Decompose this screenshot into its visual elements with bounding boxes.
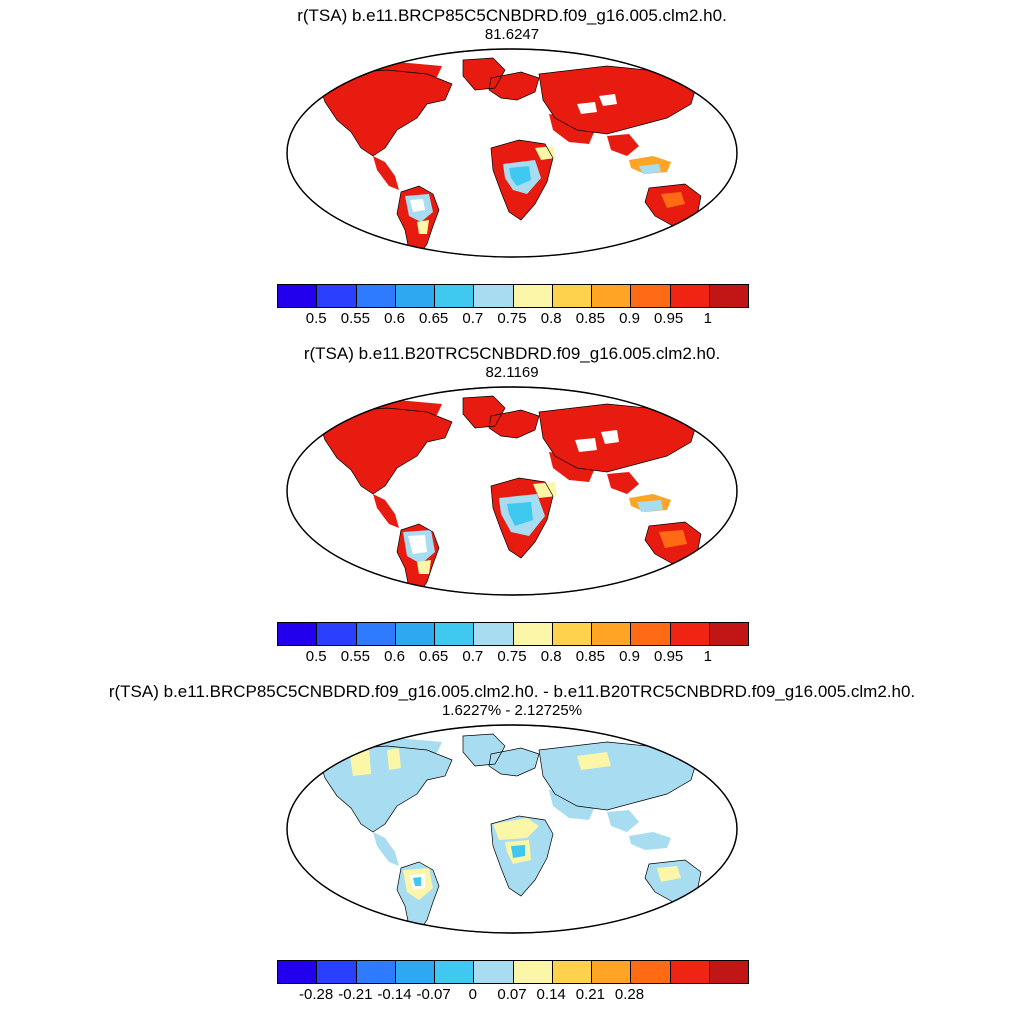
cbar-cell <box>317 285 356 307</box>
cbar-cell <box>592 285 631 307</box>
cbar-tick-label: 0.6 <box>384 310 405 327</box>
cbar-cell <box>592 623 631 645</box>
cbar-cell <box>553 623 592 645</box>
cbar-tick-label: 0.9 <box>619 648 640 665</box>
panel-1-title: r(TSA) b.e11.BRCP85C5CNBDRD.f09_g16.005.clm2.h0. <box>297 6 727 25</box>
panel-2-title: r(TSA) b.e11.B20TRC5CNBDRD.f09_g16.005.clm2.h0. <box>303 344 721 363</box>
panel-1-map <box>277 44 747 262</box>
cbar-tick-label: 0.55 <box>340 310 370 327</box>
cbar-tick-label: 0.5 <box>305 648 327 665</box>
panel-3-map <box>277 720 747 938</box>
cbar-tick-label: 0.95 <box>654 648 684 665</box>
panel-2 <box>0 344 1024 666</box>
panel-1-subtitle: 81.6247 <box>484 26 540 43</box>
cbar-tick-label: 0.6 <box>384 648 405 665</box>
cbar-cell <box>278 623 317 645</box>
cbar-cell <box>357 961 396 983</box>
panel-2-colorbar <box>277 622 747 666</box>
panel-1-colorbar-strip <box>277 284 749 308</box>
cbar-cell <box>474 623 513 645</box>
cbar-cell <box>278 961 317 983</box>
cbar-cell <box>710 285 748 307</box>
cbar-tick-label: 0.8 <box>540 648 562 665</box>
cbar-tick-label: 0 <box>468 986 477 1003</box>
panel-3-colorbar-strip <box>277 960 749 984</box>
panel-3-subtitle: 1.6227% - 2.12725% <box>441 702 583 719</box>
cbar-cell <box>396 623 435 645</box>
cbar-tick-label: 0.9 <box>619 310 640 327</box>
cbar-tick-label: -0.14 <box>377 986 412 1003</box>
cbar-cell <box>474 961 513 983</box>
cbar-tick-label: 0.65 <box>419 648 449 665</box>
cbar-tick-label: 0.28 <box>614 986 645 1003</box>
panel-3-title: r(TSA) b.e11.BRCP85C5CNBDRD.f09_g16.005.clm2.h0. - b.e11.B20TRC5CNBDRD.f09_g16.005.clm2.h0. <box>108 682 916 701</box>
cbar-tick-label: -0.28 <box>299 986 334 1003</box>
panel-2-map-svg <box>277 382 747 600</box>
panel-2-subtitle: 82.1169 <box>485 364 539 381</box>
panel-3-colorbar <box>277 960 747 1004</box>
cbar-tick-label: 0.7 <box>462 310 484 327</box>
cbar-cell <box>671 623 710 645</box>
cbar-cell <box>435 285 474 307</box>
cbar-cell <box>514 623 553 645</box>
cbar-cell <box>671 961 710 983</box>
cbar-cell <box>317 961 356 983</box>
cbar-cell <box>631 285 670 307</box>
cbar-cell <box>435 623 474 645</box>
cbar-cell <box>592 961 631 983</box>
cbar-tick-label: -0.21 <box>338 986 373 1003</box>
cbar-cell <box>396 285 435 307</box>
cbar-tick-label: 0.14 <box>536 986 566 1003</box>
panel-2-colorbar-labels <box>277 646 747 666</box>
panel-2-map <box>277 382 747 600</box>
cbar-cell <box>317 623 356 645</box>
cbar-tick-label: 0.65 <box>419 310 449 327</box>
cbar-tick-label: 0.21 <box>575 986 605 1003</box>
cbar-tick-label: 0.75 <box>497 310 527 327</box>
cbar-cell <box>631 623 670 645</box>
cbar-tick-label: -0.07 <box>416 986 451 1003</box>
cbar-tick-label: 0.85 <box>575 310 605 327</box>
cbar-cell <box>710 961 748 983</box>
panel-2-colorbar-strip <box>277 622 749 646</box>
cbar-cell <box>396 961 435 983</box>
panel-3 <box>0 682 1024 1004</box>
cbar-cell <box>278 285 317 307</box>
cbar-cell <box>553 285 592 307</box>
panel-1-map-svg <box>277 44 747 262</box>
cbar-cell <box>514 961 553 983</box>
cbar-tick-label: 0.5 <box>305 310 327 327</box>
cbar-tick-label: 1 <box>703 310 712 327</box>
panel-3-map-svg <box>277 720 747 938</box>
panel-1-colorbar-labels <box>277 308 747 328</box>
cbar-cell <box>514 285 553 307</box>
cbar-cell <box>631 961 670 983</box>
panel-3-colorbar-labels <box>277 984 747 1004</box>
cbar-cell <box>474 285 513 307</box>
cbar-tick-label: 0.07 <box>497 986 527 1003</box>
cbar-cell <box>435 961 474 983</box>
cbar-tick-label: 0.55 <box>340 648 370 665</box>
panel-1-colorbar <box>277 284 747 328</box>
cbar-tick-label: 0.7 <box>462 648 484 665</box>
cbar-cell <box>710 623 748 645</box>
cbar-cell <box>553 961 592 983</box>
cbar-cell <box>357 623 396 645</box>
cbar-tick-label: 0.85 <box>575 648 605 665</box>
cbar-cell <box>671 285 710 307</box>
panel-1 <box>0 6 1024 328</box>
cbar-tick-label: 0.8 <box>540 310 562 327</box>
cbar-cell <box>357 285 396 307</box>
cbar-tick-label: 0.95 <box>654 310 684 327</box>
cbar-tick-label: 0.75 <box>497 648 527 665</box>
cbar-tick-label: 1 <box>703 648 712 665</box>
